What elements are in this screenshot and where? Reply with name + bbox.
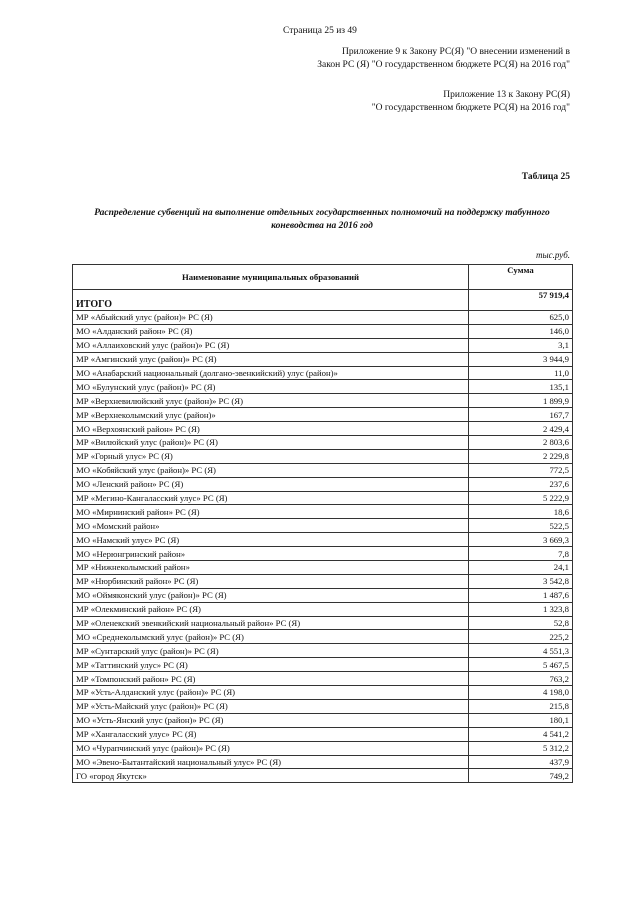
annex-9-line-1: Приложение 9 к Закону РС(Я) "О внесении изменений в (342, 47, 570, 57)
table-row (73, 769, 573, 783)
subsidy-amount: 4 541,2 (469, 727, 573, 741)
subsidy-amount: 625,0 (469, 311, 573, 325)
table-row (73, 324, 573, 338)
table-row (73, 755, 573, 769)
table-row (73, 533, 573, 547)
page-number: Страница 25 из 49 (283, 26, 357, 36)
municipality-name: МО «Алданский район» РС (Я) (73, 324, 469, 338)
municipality-name: МР «Верхневилюйский улус (район)» РС (Я) (73, 394, 469, 408)
table-row (73, 616, 573, 630)
table-row (73, 561, 573, 575)
subsidy-amount: 24,1 (469, 561, 573, 575)
annex-13-reference (372, 89, 570, 115)
table-row (73, 602, 573, 616)
municipality-name: МР «Нюрбинский район» РС (Я) (73, 574, 469, 588)
column-header-sum: Сумма (469, 265, 573, 290)
table-header-row (73, 265, 573, 290)
municipality-name: МО «Нерюнгринский район» (73, 547, 469, 561)
table-row (73, 630, 573, 644)
table-row (73, 686, 573, 700)
subsidy-amount: 2 429,4 (469, 422, 573, 436)
table-row (73, 422, 573, 436)
subsidy-amount: 763,2 (469, 672, 573, 686)
municipality-name: МР «Вилюйский улус (район)» РС (Я) (73, 436, 469, 450)
table-row (73, 394, 573, 408)
subsidy-amount: 772,5 (469, 463, 573, 477)
subsidy-amount: 749,2 (469, 769, 573, 783)
table-row (73, 574, 573, 588)
table-row (73, 505, 573, 519)
subsidy-amount: 522,5 (469, 519, 573, 533)
municipality-name: МР «Мегино-Кангаласский улус» РС (Я) (73, 491, 469, 505)
municipality-name: МР «Абыйский улус (район)» РС (Я) (73, 311, 469, 325)
municipality-name: МО «Усть-Янский улус (район)» РС (Я) (73, 713, 469, 727)
subsidy-amount: 1 487,6 (469, 588, 573, 602)
municipality-name: МО «Булунский улус (район)» РС (Я) (73, 380, 469, 394)
municipality-name: МО «Анабарский национальный (долгано-эвенкийский) улус (район)» (73, 366, 469, 380)
municipality-name: МР «Амгинский улус (район)» РС (Я) (73, 352, 469, 366)
subsidy-amount: 167,7 (469, 408, 573, 422)
table-row (73, 741, 573, 755)
table-row (73, 380, 573, 394)
municipality-name: МО «Момский район» (73, 519, 469, 533)
subsidy-amount: 5 222,9 (469, 491, 573, 505)
table-row (73, 491, 573, 505)
municipality-name: МО «Эвено-Бытантайский национальный улус» РС (Я) (73, 755, 469, 769)
table-row (73, 699, 573, 713)
table-row (73, 477, 573, 491)
column-header-name: Наименование муниципальных образований (73, 265, 469, 290)
total-label: ИТОГО (73, 290, 469, 311)
municipality-name: МО «Мирнинский район» РС (Я) (73, 505, 469, 519)
table-row (73, 644, 573, 658)
subsidy-amount: 3 944,9 (469, 352, 573, 366)
municipality-name: МР «Сунтарский улус (район)» РС (Я) (73, 644, 469, 658)
table-row (73, 436, 573, 450)
units-label: тыс.руб. (536, 250, 570, 260)
table-number: Таблица 25 (521, 172, 570, 182)
subsidy-amount: 237,6 (469, 477, 573, 491)
municipality-name: МО «Намский улус» РС (Я) (73, 533, 469, 547)
subsidy-amount: 3,1 (469, 338, 573, 352)
municipality-name: МР «Нижнеколымский район» (73, 561, 469, 575)
annex-9-reference (317, 46, 570, 72)
municipality-name: МР «Томпонский район» РС (Я) (73, 672, 469, 686)
subsidy-amount: 215,8 (469, 699, 573, 713)
municipality-name: МР «Оленекский эвенкийский национальный район» РС (Я) (73, 616, 469, 630)
subsidy-amount: 11,0 (469, 366, 573, 380)
annex-13-line-2: "О государственном бюджете РС(Я) на 2016 год" (371, 103, 570, 113)
annex-9-line-2: Закон РС (Я) "О государственном бюджете РС(Я) на 2016 год" (317, 60, 570, 70)
table-row (73, 449, 573, 463)
total-value: 57 919,4 (469, 290, 573, 311)
municipality-name: ГО «город Якутск» (73, 769, 469, 783)
municipality-name: МО «Верхоянский район» РС (Я) (73, 422, 469, 436)
table-row (73, 672, 573, 686)
table-row (73, 338, 573, 352)
municipality-name: МО «Среднеколымский улус (район)» РС (Я) (73, 630, 469, 644)
subsidy-amount: 52,8 (469, 616, 573, 630)
subsidy-amount: 1 899,9 (469, 394, 573, 408)
table-row (73, 588, 573, 602)
table-row (73, 713, 573, 727)
total-row (73, 290, 573, 311)
subsidy-amount: 4 551,3 (469, 644, 573, 658)
table-row (73, 547, 573, 561)
table-body (73, 311, 573, 783)
subsidy-amount: 135,1 (469, 380, 573, 394)
municipality-name: МР «Горный улус» РС (Я) (73, 449, 469, 463)
subsidy-amount: 2 229,8 (469, 449, 573, 463)
municipality-name: МО «Оймяконский улус (район)» РС (Я) (73, 588, 469, 602)
municipality-name: МР «Усть-Майский улус (район)» РС (Я) (73, 699, 469, 713)
municipality-name: МР «Олекминский район» РС (Я) (73, 602, 469, 616)
subsidy-amount: 5 312,2 (469, 741, 573, 755)
subsidy-amount: 7,8 (469, 547, 573, 561)
subsidy-amount: 225,2 (469, 630, 573, 644)
table-row (73, 352, 573, 366)
table-row (73, 658, 573, 672)
subsidy-amount: 5 467,5 (469, 658, 573, 672)
document-title: Распределение субвенций на выполнение отдельных государственных полномочий на поддержку табунного коневодства на 2016 год (94, 208, 550, 231)
table-row (73, 727, 573, 741)
municipality-name: МО «Аллаиховский улус (район)» РС (Я) (73, 338, 469, 352)
annex-13-line-1: Приложение 13 к Закону РС(Я) (443, 90, 570, 100)
table-row (73, 408, 573, 422)
municipality-name: МО «Кобяйский улус (район)» РС (Я) (73, 463, 469, 477)
subsidy-table (72, 264, 573, 783)
subsidy-amount: 3 669,3 (469, 533, 573, 547)
subsidy-amount: 1 323,8 (469, 602, 573, 616)
municipality-name: МР «Верхнеколымский улус (район)» (73, 408, 469, 422)
municipality-name: МР «Усть-Алданский улус (район)» РС (Я) (73, 686, 469, 700)
subsidy-amount: 3 542,8 (469, 574, 573, 588)
municipality-name: МО «Ленский район» РС (Я) (73, 477, 469, 491)
table-row (73, 463, 573, 477)
subsidy-amount: 437,9 (469, 755, 573, 769)
table-row (73, 519, 573, 533)
subsidy-amount: 18,6 (469, 505, 573, 519)
table-row (73, 366, 573, 380)
subsidy-amount: 2 803,6 (469, 436, 573, 450)
subsidy-amount: 180,1 (469, 713, 573, 727)
municipality-name: МО «Чурапчинский улус (район)» РС (Я) (73, 741, 469, 755)
municipality-name: МР «Хангаласский улус» РС (Я) (73, 727, 469, 741)
municipality-name: МР «Таттинский улус» РС (Я) (73, 658, 469, 672)
table-row (73, 311, 573, 325)
subsidy-amount: 146,0 (469, 324, 573, 338)
subsidy-amount: 4 198,0 (469, 686, 573, 700)
